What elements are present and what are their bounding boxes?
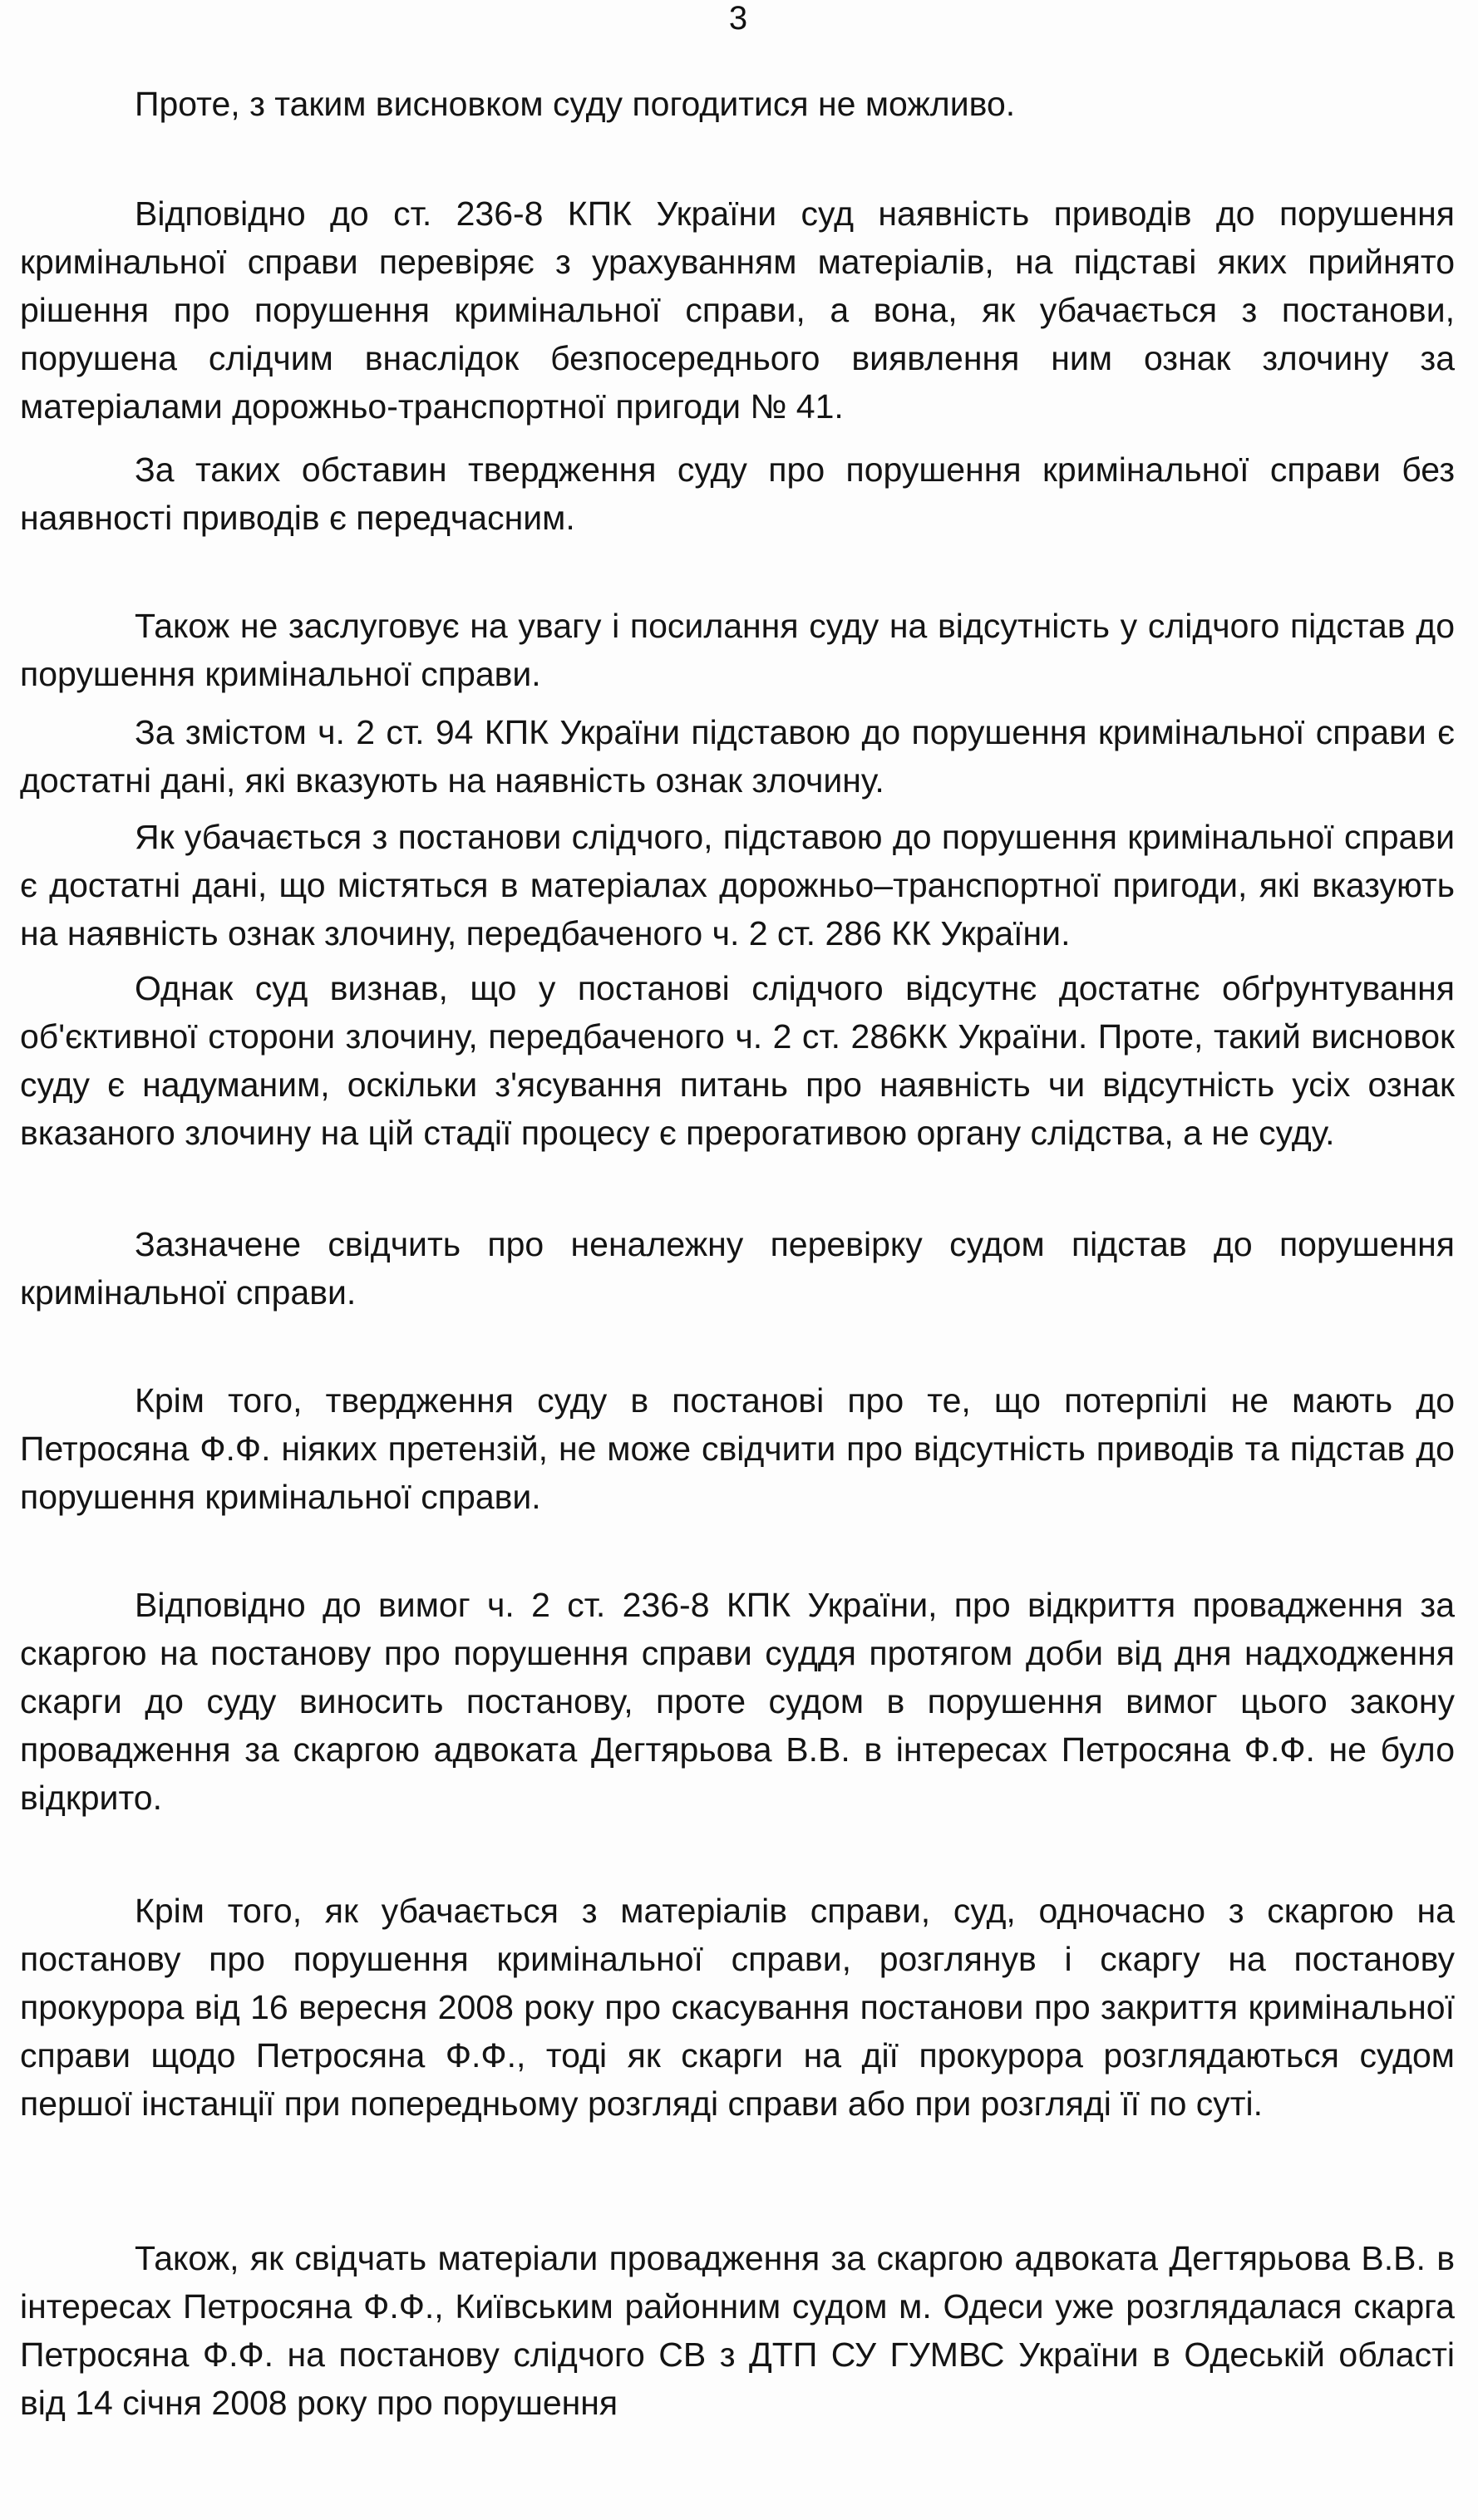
page-number: 3 <box>728 0 748 37</box>
paragraph-12 <box>20 2234 1455 2427</box>
paragraph-text: Крім того, як убачається з матеріалів справи, суд, одночасно з скаргою на постанову про порушення кримінальної справи, розглянув і скаргу на постанову прокурора від 16 вересня 2008 року про скасування постанови про закриття кримінальної справи щодо Петросяна Ф.Ф., тоді як скарги на дії прокурора розглядаються судом першої інстанції при попередньому розгляді справи або при розгляді її по суті. <box>20 1892 1455 2123</box>
paragraph-text: Відповідно до ст. 236-8 КПК України суд наявність приводів до порушення кримінальної справи перевіряє з урахуванням матеріалів, на підставі яких прийнято рішення про порушення кримінальної справи, а вона, як убачається з постанови, порушена слідчим внаслідок безпосереднього виявлення ним ознак злочину за матеріалами дорожньо-транспортної пригоди № 41. <box>20 194 1455 426</box>
paragraph-1 <box>20 80 1455 128</box>
paragraph-text: Крім того, твердження суду в постанові про те, що потерпілі не мають до Петросяна Ф.Ф. ніяких претензій, не може свідчити про відсутність приводів та підстав до порушення кримінальної справи. <box>20 1381 1455 1516</box>
paragraph-text: За змістом ч. 2 ст. 94 КПК України підставою до порушення кримінальної справи є достатні дані, які вказують на наявність ознак злочину. <box>20 713 1455 800</box>
paragraph-6 <box>20 813 1455 957</box>
paragraph-7 <box>20 964 1455 1157</box>
paragraph-text: Також не заслуговує на увагу і посилання суду на відсутність у слідчого підстав до порушення кримінальної справи. <box>20 607 1455 693</box>
paragraph-text: За таких обставин твердження суду про порушення кримінальної справи без наявності приводів є передчасним. <box>20 450 1455 537</box>
paragraph-text: Відповідно до вимог ч. 2 ст. 236-8 КПК України, про відкриття провадження за скаргою на постанову про порушення справи суддя протягом доби від дня надходження скарги до суду виносить постанову, проте судом в порушення вимог цього закону провадження за скаргою адвоката Дегтярьова В.В. в інтересах Петросяна Ф.Ф. не було відкрито. <box>20 1586 1455 1817</box>
paragraph-3 <box>20 445 1455 542</box>
paragraph-10 <box>20 1581 1455 1822</box>
paragraph-text: Однак суд визнав, що у постанові слідчого відсутнє достатнє обґрунтування об'єктивної сторони злочину, передбаченого ч. 2 ст. 286КК України. Проте, такий висновок суду є надуманим, оскільки з'ясування питань про наявність чи відсутність усіх ознак вказаного злочину на цій стадії процесу є прерогативою органу слідства, а не суду. <box>20 969 1455 1152</box>
paragraph-5 <box>20 708 1455 805</box>
paragraph-4 <box>20 602 1455 698</box>
paragraph-9 <box>20 1376 1455 1521</box>
paragraph-2 <box>20 189 1455 431</box>
paragraph-11 <box>20 1887 1455 2128</box>
paragraph-8 <box>20 1220 1455 1317</box>
paragraph-text: Проте, з таким висновком суду погодитися не можливо. <box>135 85 1016 123</box>
paragraph-text: Також, як свідчать матеріали провадження за скаргою адвоката Дегтярьова В.В. в інтересах Петросяна Ф.Ф., Київським районним судом м. Одеси уже розглядалася скарга Петросяна Ф.Ф. на постанову слідчого СВ з ДТП СУ ГУМВС України в Одеській області від 14 січня 2008 року про порушення <box>20 2239 1455 2422</box>
paragraph-text: Зазначене свідчить про неналежну перевірку судом підстав до порушення кримінальної справи. <box>20 1225 1455 1312</box>
paragraph-text: Як убачається з постанови слідчого, підставою до порушення кримінальної справи є достатні дані, що містяться в матеріалах дорожньо–транспортної пригоди, які вказують на наявність ознак злочину, передбаченого ч. 2 ст. 286 КК України. <box>20 818 1455 952</box>
